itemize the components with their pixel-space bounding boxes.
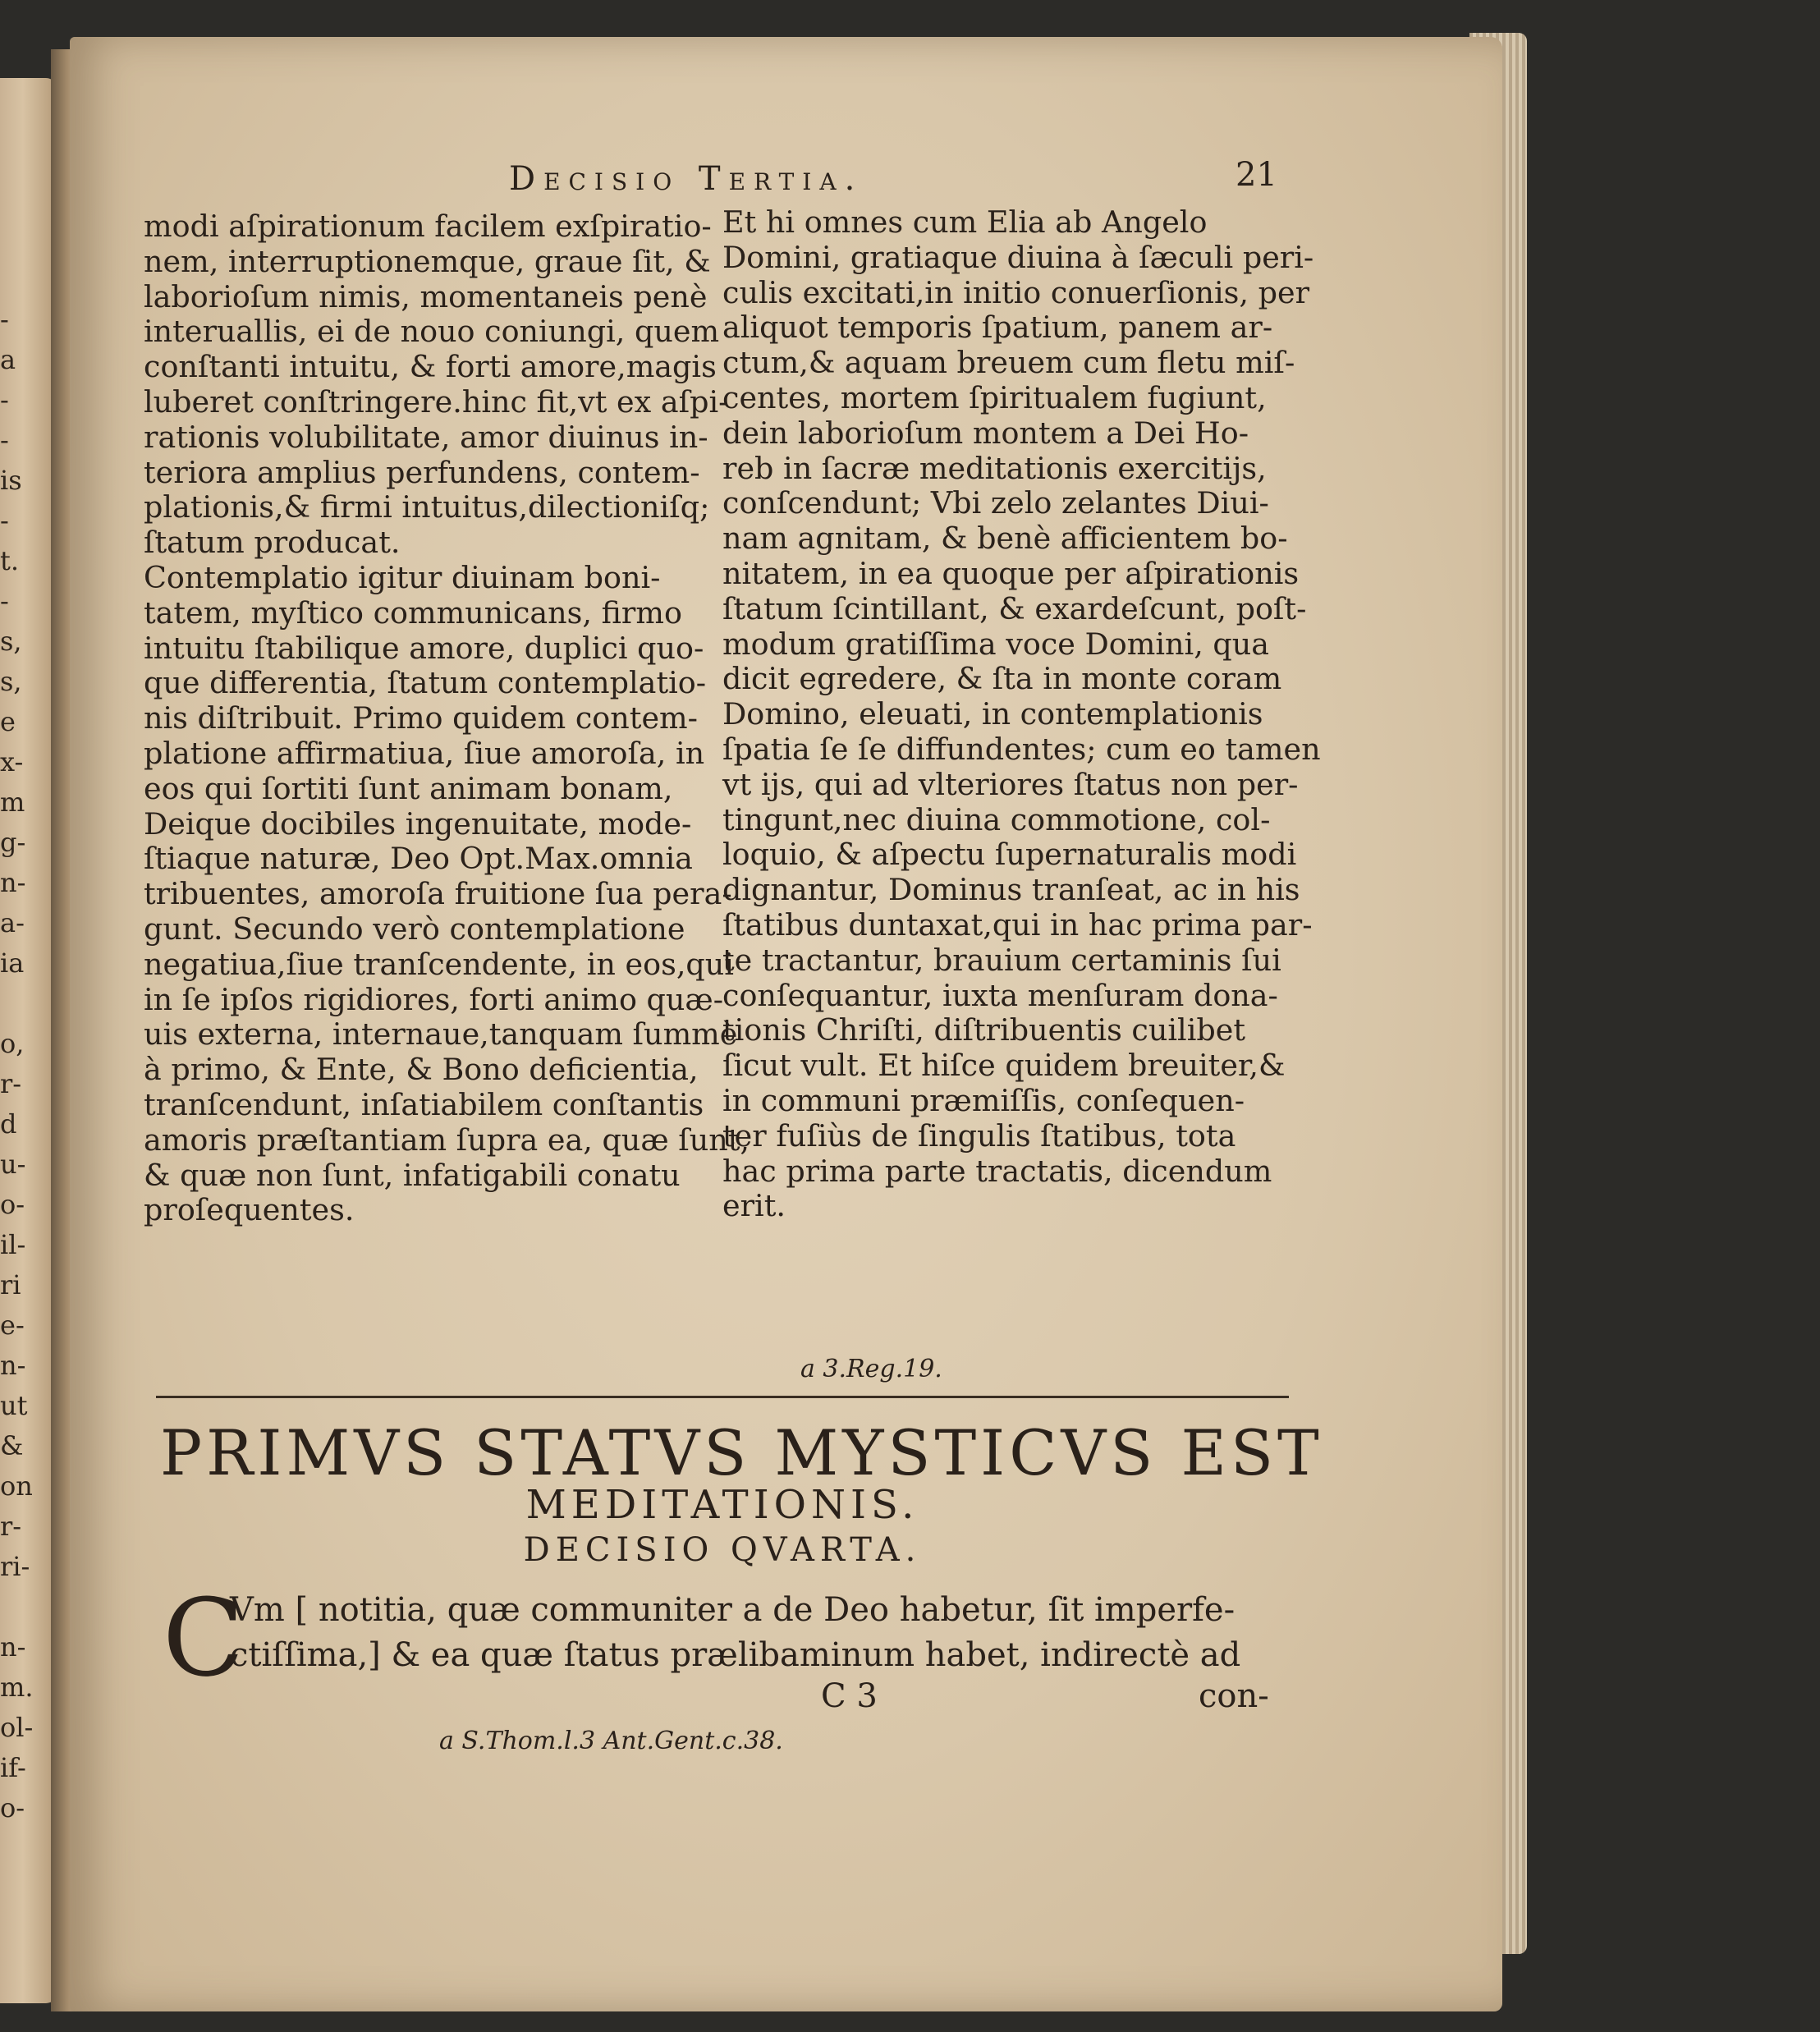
folio-number: 21 [1235,156,1277,194]
left-column-line: interuallis, ei de nouo coniungi, quem [144,314,720,350]
left-page-fragment: o, [0,1028,25,1059]
right-column-line: ter fuſiùs de ſingulis ſtatibus, tota [722,1117,1236,1154]
right-column-line: in communi præmiſſis, conſequen- [722,1082,1245,1118]
left-column-line: que differentia, ſtatum contemplatio- [144,665,707,701]
body-line-2: ctiſſima,] & ea quæ ſtatus prælibaminum habet, indirectè ad [230,1636,1241,1674]
section-rule [156,1396,1289,1398]
left-page-fragment: on [0,1470,33,1502]
left-page-fragment: - [0,505,9,536]
left-column-line: ſtiaque naturæ, Deo Opt.Max.omnia [144,841,693,877]
right-column-line: nam agnitam, & benè afficientem bo- [722,521,1288,557]
right-column-line: conſequantur, iuxta menſuram dona- [722,977,1278,1013]
right-column-line: ſicut vult. Et hiſce quidem breuiter,& [722,1048,1286,1084]
left-page-fragment: - [0,424,9,456]
right-column-line: conſcendunt; Vbi zelo zelantes Diui- [722,485,1269,521]
left-column-line: amoris præſtantiam ſupra ea, quæ ſunt, [144,1121,750,1158]
left-column-line: luberet conſtringere.hinc fit,vt ex aſpi- [144,383,729,420]
left-page-fragment: & [0,1430,24,1461]
left-page-fragment: - [0,585,9,617]
right-column [722,204,1321,1224]
left-column-line: Deique docibiles ingenuitate, mode- [144,805,692,842]
left-page-fragment: a [0,344,16,375]
left-page-fragment [0,1587,49,1627]
left-column-line: Contemplatio igitur diuinam boni- [144,559,661,595]
left-column-line: in ſe ipſos rigidiores, forti animo quæ- [144,981,724,1017]
right-column-line: loquio, & aſpectu ſupernaturalis modi [722,837,1297,873]
left-page-fragment: t. [0,545,20,576]
left-page-fragment: ut [0,1390,28,1421]
right-column-line: dicit egredere, & ſta in monte coram [722,661,1282,697]
left-page-fragments [0,300,49,1828]
left-page-fragment: m. [0,1672,34,1703]
left-page-fragment: n- [0,867,26,898]
left-column-line: & quæ non ſunt, infatigabili conatu [144,1157,681,1193]
left-page-fragment: e [0,706,16,737]
right-column-line: culis excitati,in initio conuerſionis, per [722,274,1310,310]
left-column-line: tranſcendunt, inſatiabilem conſtantis [144,1086,704,1122]
left-page-fragment: if- [0,1752,26,1783]
left-column-line: laborioſum nimis, momentaneis penè [144,278,708,314]
right-column-line: modum gratiſſima voce Domini, qua [722,626,1270,662]
marginal-note-reg: a 3.Reg.19. [800,1355,942,1383]
right-column-line: Et hi omnes cum Elia ab Angelo [722,204,1208,240]
right-column-line: te tractantur, brauium certaminis ſui [722,942,1281,978]
right-column-line: dignantur, Dominus tranſeat, ac in his [722,872,1300,908]
right-column-line: hac prima parte tractatis, dicendum [722,1153,1272,1189]
drop-cap: C [163,1576,245,1700]
left-page-fragment: o- [0,1189,25,1220]
right-column-line: dein laborioſum montem a Dei Ho- [722,415,1249,451]
left-page-fragment: ri- [0,1551,30,1582]
running-title: Decisio Tertia. [509,160,864,198]
right-column-line: tingunt,nec diuina commotione, col- [722,801,1271,837]
left-page-fragment: n- [0,1350,26,1381]
right-column-line: centes, mortem ſpiritualem fugiunt, [722,379,1267,415]
left-column-line: nem, interruptionemque, graue ſit, & [144,243,711,279]
section-subheading: MEDITATIONIS. [525,1482,919,1528]
section-heading: PRIMVS STATVS MYSTICVS EST [160,1416,1323,1489]
left-page-fragment: e- [0,1310,25,1341]
footnote-thomas: a S.Thom.l.3 Ant.Gent.c.38. [439,1727,783,1755]
left-column-line: modi aſpirationum facilem exſpiratio- [144,209,712,244]
right-column-line: ſtatibus duntaxat,qui in hac prima par- [722,906,1313,943]
right-column-line: aliquot temporis ſpatium, panem ar- [722,310,1273,346]
left-page-fragment: s, [0,626,22,657]
right-column-line: vt ijs, qui ad vlteriores ſtatus non per- [722,766,1299,802]
left-column-line: tatem, myſtico communicans, firmo [144,594,682,631]
right-column-line: tionis Chriſti, diſtribuentis cuilibet [722,1012,1246,1048]
left-page-fragment: u- [0,1149,26,1180]
left-page-fragment: - [0,304,9,335]
left-column-line: uis externa, internaue,tanquam ſummè [144,1016,738,1053]
left-page-fragment: il- [0,1229,26,1260]
left-page-fragment: d [0,1108,17,1140]
left-page-fragment: o- [0,1792,25,1823]
signature-mark: C 3 [821,1677,878,1715]
left-page-fragment: ol- [0,1712,34,1743]
left-column-line: plationis,& firmi intuitus,dilectioniſq; [144,489,710,525]
left-column-line: rationis volubilitate, amor diuinus in- [144,419,708,455]
body-line-1: Vm [ notitia, quæ communiter a de Deo habetur, ſit imperfe- [230,1591,1235,1629]
left-column-line: teriora amplius perfundens, contem- [144,454,700,490]
left-page-fragment: x- [0,746,24,777]
left-column-line: à primo, & Ente, & Bono deficientia, [144,1052,699,1088]
left-column-line: conſtanti intuitu, & forti amore,magis [144,349,717,385]
left-column-line: eos qui ſortiti ſunt animam bonam, [144,770,673,806]
left-page-fragment: - [0,384,9,415]
left-page-fragment [0,984,49,1024]
left-page-fragment: s, [0,666,22,697]
left-page-fragment: ri [0,1269,21,1300]
left-column-line: negatiua,ſiue tranſcendente, in eos,qui [144,946,734,982]
left-page-fragment: g- [0,827,26,858]
left-page-fragment: is [0,465,22,496]
right-column-line: ſtatum ſcintillant, & exardeſcunt, poſt- [722,590,1307,626]
left-page-fragment: a- [0,907,25,938]
right-column-line: ſpatia ſe ſe diffundentes; cum eo tamen [722,731,1321,767]
right-column-line: reb in ſacræ meditationis exercitijs, [722,450,1267,486]
left-page-fragment: n- [0,1631,26,1663]
left-column-line: ſtatum producat. [144,525,401,561]
right-column-line: Domini, gratiaque diuina à ſæculi peri- [722,239,1314,275]
left-page-fragment: r- [0,1068,22,1099]
left-page-fragment: m [0,787,25,818]
right-column-line: ctum,& aquam breuem cum fletu miſ- [722,345,1295,381]
left-column-line: platione affirmatiua, ſiue amoroſa, in [144,735,705,771]
left-column-line: nis diſtribuit. Primo quidem contem- [144,700,699,736]
left-column [144,209,750,1228]
right-column-line: nitatem, in ea quoque per aſpirationis [722,555,1300,591]
left-column-line: tribuentes, amoroſa fruitione ſua pera- [144,876,732,912]
decisio-heading: DECISIO QVARTA. [523,1531,922,1569]
left-column-line: intuitu ſtabilique amore, duplici quo- [144,630,704,666]
left-page-fragment: r- [0,1511,22,1542]
left-page-edge [0,78,57,2003]
left-page-fragment: ia [0,947,25,979]
right-column-line: erit. [722,1188,786,1224]
left-column-line: gunt. Secundo verò contemplatione [144,911,685,947]
left-column-line: proſequentes. [144,1192,355,1228]
catchword: con- [1199,1677,1269,1715]
right-column-line: Domino, eleuati, in contemplationis [722,696,1263,732]
